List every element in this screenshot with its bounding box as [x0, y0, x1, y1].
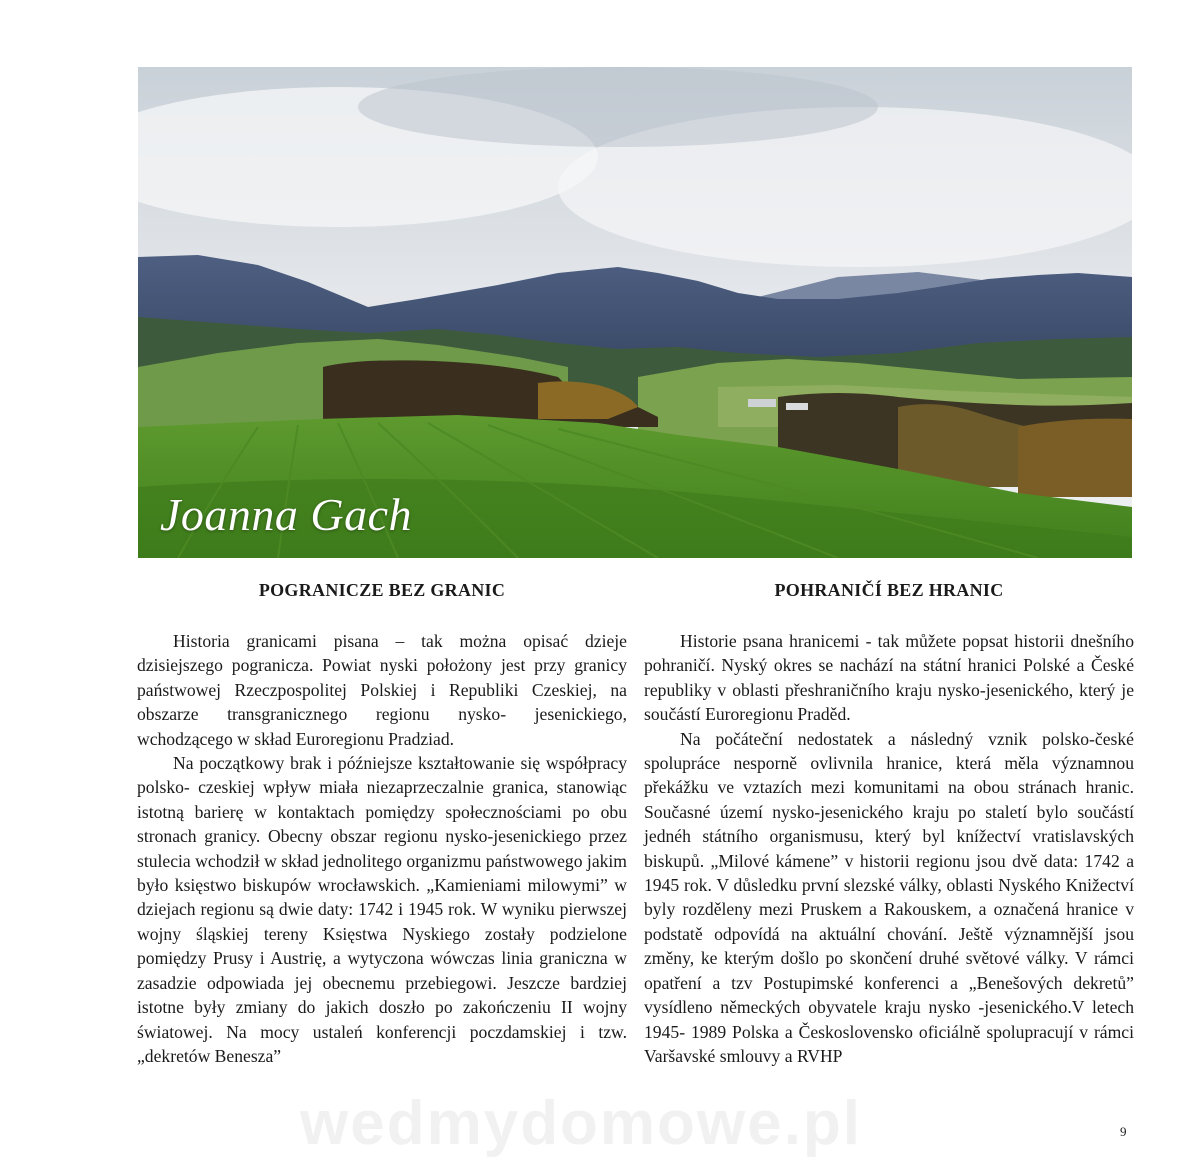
czech-paragraph-2: Na počáteční nedostatek a následný vznik polsko-české spolupráce nesporně ovlivnila hranice, která měla významnou překážku ve vztazích mezi komunitami na obou stránach hranic. Současné území nysko-jesenického kraju po staletí bylo součástí jednéh státního organismusu, který byl knížectví vratislavských biskupů. „Milové kámene” v historii regionu jsou dvě data: 1742 a 1945 rok. V důsledku první slezské války, oblasti Nyského Knižectví byly rozděleny mezi Pruskem a Rakouskem, a označená hranice v podstatě odpovídá na aktuální chování. Ještě významnější jsou změny, ke kterým došlo po skončení druhé světové války. V rámci opatření a tzv Postupimské konferenci a „Benešových dekretů” vysídleno německých obyvatele kraju nysko -jesenického.V letech 1945- 1989 Polska a Československo oficiálně spolupracují v rámci Varšavské smlouvy a RVHP — [644, 728, 1134, 1066]
polish-paragraph-2: Na początkowy brak i późniejsze kształtowanie się współpracy polsko- czeskiej wpływ miała niezaprzeczalnie granica, stanowiąc istotną barierę w kontaktach pomiędzy społecznościami po obu stronach granicy. Obecny obszar regionu nysko-jesenickiego przez stulecia wchodził w skład jednolitego organizmu państwowego jakim było księstwo biskupów wrocławskich. „Kamieniami milowymi” w dziejach regionu są dwie daty: 1742 i 1945 rok. W wyniku pierwszej wojny śląskiej tereny Księstwa Nyskiego zostały podzielone pomiędzy Prusy i Austrię, a wytyczona wówczas linia graniczna w zasadzie odpowiada jej obecnemu przebiegowi. Jeszcze bardziej istotne były zmiany do jakich doszło po zakończeniu II wojny światowej. Na mocy ustaleń konferencji poczdamskiej i tzw. „dekretów Benesza” — [137, 753, 627, 1066]
polish-paragraph-1: Historia granicami pisana – tak można opisać dzieje dzisiejszego pogranicza. Powiat nyski położony jest przy granicy państwowej Rzeczpospolitej Polskiej i Republiki Czeskiej, na obszarze transgranicznego regionu nysko- jesenickiego, wchodzącego w skład Euroregionu Pradziad. — [137, 631, 627, 749]
czech-article — [644, 580, 1134, 1068]
polish-article-title: POGRANICZE BEZ GRANIC — [258, 580, 506, 600]
polish-article — [137, 580, 627, 1068]
landscape-illustration — [138, 67, 1132, 558]
page-number: 9 — [1120, 1124, 1127, 1139]
czech-paragraph-1: Historie psana hranicemi - tak můžete popsat historii dnešního pohraničí. Nyský okres se nachází na státní hranici Polské a České republiky v oblasti přeshraničního kraju nysko-jesenického, který je součástí Euroregionu Praděd. — [644, 631, 1134, 725]
czech-article-title: POHRANIČÍ BEZ HRANIC — [774, 580, 1004, 600]
landscape-photo — [138, 67, 1132, 558]
author-name: Joanna Gach — [160, 489, 413, 540]
watermark: wedmydomowe.pl — [300, 1089, 862, 1158]
